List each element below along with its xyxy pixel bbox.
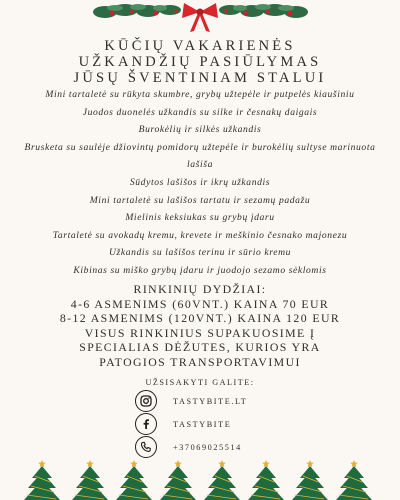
facebook-contact[interactable] — [135, 413, 231, 435]
instagram-icon — [135, 390, 157, 412]
order-label: UŽSISAKYTI GALITE: — [145, 378, 255, 387]
packaging-note: PATOGIOS TRANSPORTAVIMUI — [99, 354, 301, 369]
instagram-contact[interactable] — [135, 390, 247, 412]
christmas-tree-icon — [160, 460, 196, 500]
menu-list — [4, 86, 396, 280]
menu-item: Mielinis keksiukas su grybų įdaru — [125, 212, 275, 224]
size-option: 4-6 ASMENIMS (60VNT.) KAINA 70 EUR — [70, 296, 330, 311]
page-title — [0, 38, 400, 86]
title-line: UŽKANDŽIŲ PASIŪLYMAS — [78, 54, 322, 70]
packaging-note: VISUS RINKINIUS SUPAKUOSIME Į — [84, 325, 316, 340]
facebook-handle[interactable]: TASTYBITE — [173, 419, 232, 429]
menu-item: Mini tartaletė su lašišos tartatu ir sezamų padažu — [89, 194, 311, 206]
packaging-note: SPECIALIAS DĖŽUTES, KURIOS YRA — [79, 340, 321, 354]
christmas-tree-icon — [248, 460, 284, 500]
christmas-tree-icon — [204, 460, 240, 500]
menu-item: Brusketa su saulėje džiovintų pomidorų užtepėle ir burokėlių sultyse marinuota — [24, 141, 376, 153]
menu-item: Mini tartaletė su rūkyta skumbre, grybų užtepėle ir putpelės kiaušiniu — [45, 89, 355, 100]
phone-icon — [135, 436, 157, 458]
title-line: JŪSŲ ŠVENTINIAM STALUI — [73, 70, 327, 86]
menu-item: Sūdytos lašišos ir ikrų užkandis — [129, 176, 271, 188]
christmas-tree-icon — [24, 460, 60, 500]
phone-number[interactable]: +37069025514 — [173, 442, 242, 452]
title-line: KŪČIŲ VAKARIENĖS — [104, 38, 296, 54]
menu-item: lašiša — [187, 159, 213, 171]
sizes-heading: RINKINIŲ DYDŽIAI: — [133, 282, 267, 296]
christmas-tree-icon — [116, 460, 152, 500]
christmas-tree-icon — [292, 460, 328, 500]
christmas-tree-icon — [336, 460, 372, 500]
ribbon-bow-icon — [182, 3, 218, 32]
menu-item: Užkandis su lašišos terinu ir sūrio kremu — [108, 247, 291, 259]
menu-item: Tartaletė su avokadų kremu, krevete ir meškinio česnako majonezu — [52, 229, 348, 241]
facebook-icon — [135, 413, 157, 435]
size-option: 8-12 ASMENIMS (120VNT.) KAINA 120 EUR — [59, 311, 341, 325]
christmas-tree-icon — [72, 460, 108, 500]
menu-item: Burokėlių ir silkės užkandis — [138, 124, 262, 136]
instagram-handle[interactable]: TASTYBITE.LT — [173, 396, 248, 406]
phone-contact[interactable] — [135, 436, 242, 458]
christmas-tree-row — [0, 460, 400, 500]
pine-garland — [0, 0, 400, 40]
menu-item: Juodos duonelės užkandis su silke ir česnakų daigais — [82, 106, 318, 118]
menu-item: Kibinas su miško grybų įdaru ir juodojo sezamo sėklomis — [73, 264, 327, 276]
set-sizes — [0, 282, 400, 369]
